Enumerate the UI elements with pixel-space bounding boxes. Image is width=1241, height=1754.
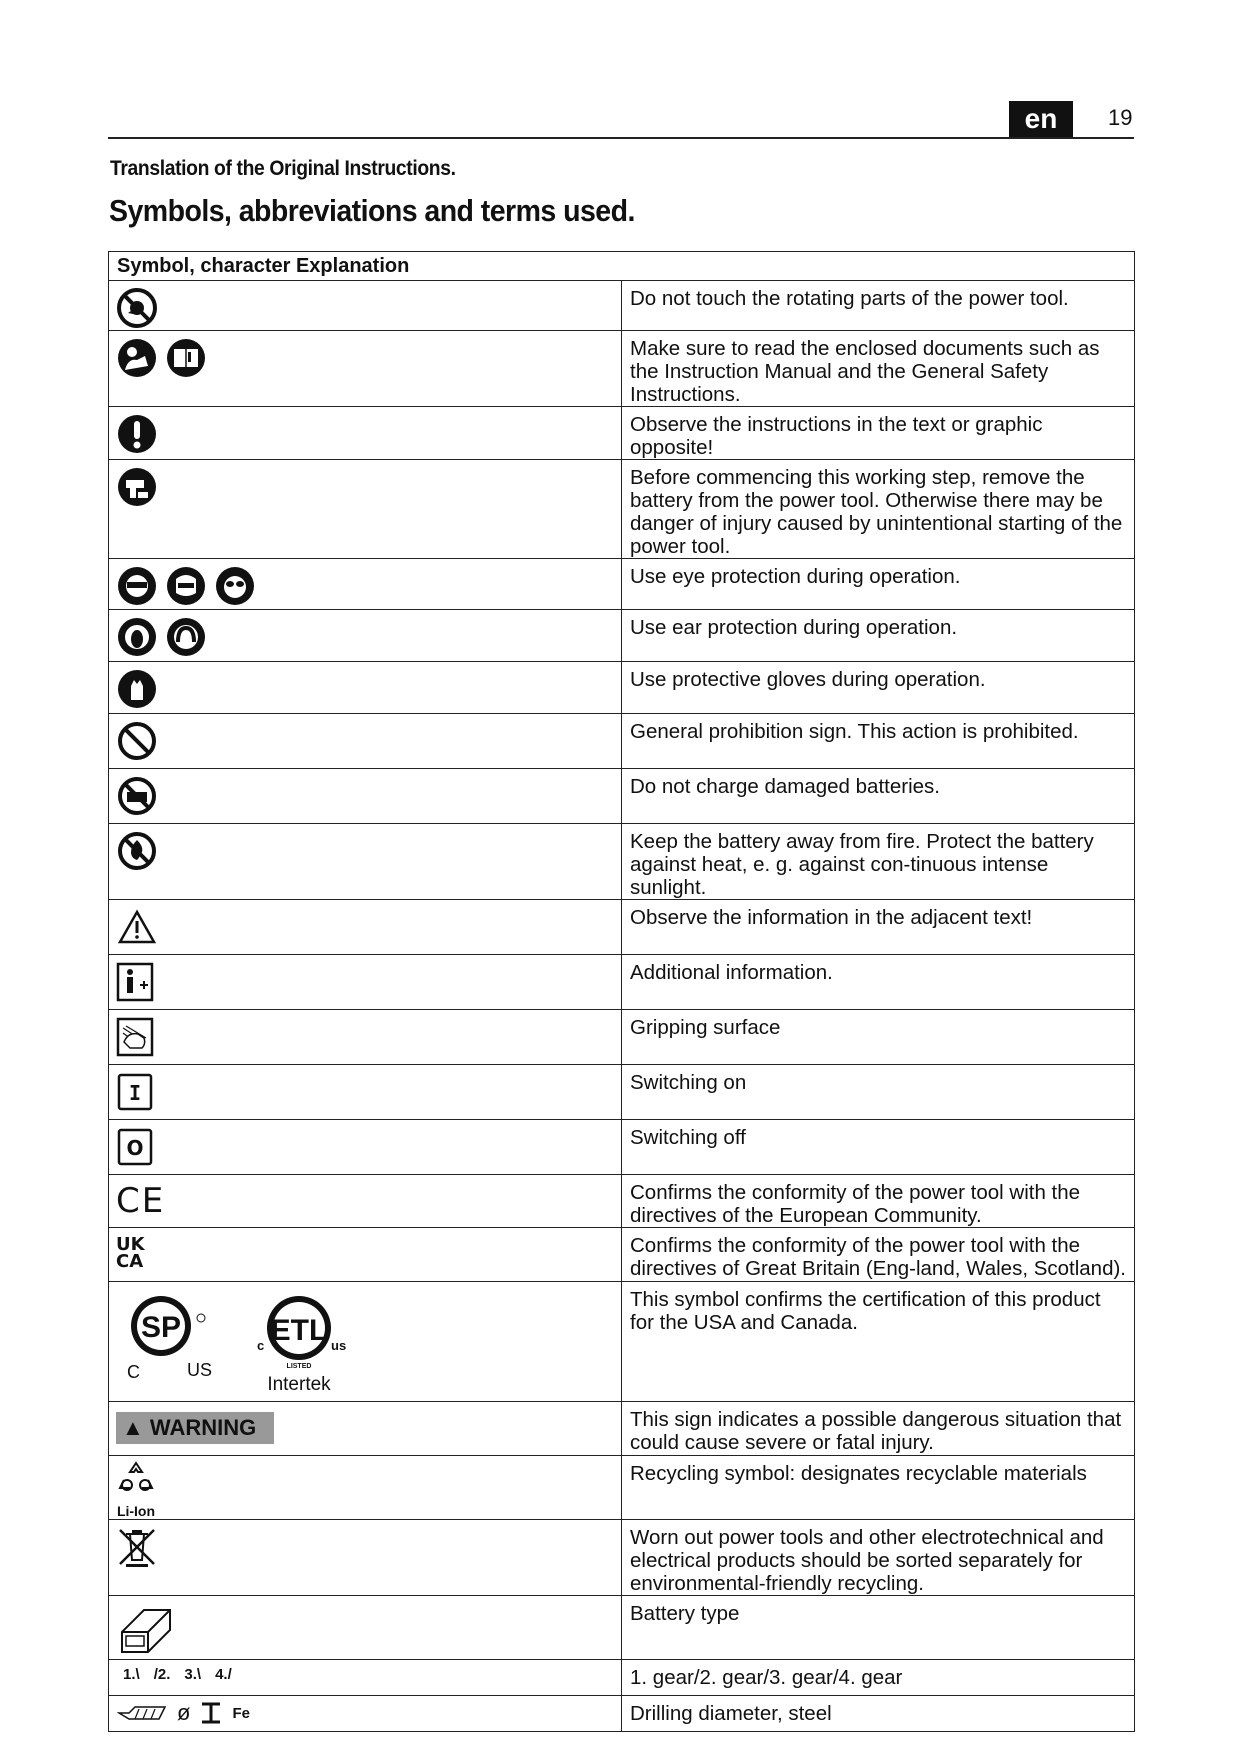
symbol-cell bbox=[109, 769, 622, 824]
info-icon bbox=[116, 961, 154, 1003]
explanation-cell: Battery type bbox=[622, 1596, 1135, 1660]
certification-marks bbox=[109, 1282, 621, 1395]
table-row bbox=[109, 559, 1135, 610]
language-badge: en bbox=[1009, 101, 1073, 137]
symbol-cell bbox=[109, 1402, 622, 1456]
steel-label: Fe bbox=[232, 1704, 250, 1722]
no-charge-damaged-battery-icon bbox=[116, 775, 158, 817]
table-row bbox=[109, 1456, 1135, 1520]
explanation-cell: Additional information. bbox=[622, 955, 1135, 1010]
table-row bbox=[109, 1065, 1135, 1120]
intertek-label: Intertek bbox=[267, 1374, 331, 1395]
table-row bbox=[109, 331, 1135, 407]
symbol-cell bbox=[109, 1660, 622, 1696]
svg-text:SP: SP bbox=[140, 1311, 182, 1344]
diameter-symbol: ø bbox=[177, 1700, 191, 1725]
steel-beam-icon bbox=[198, 1700, 224, 1726]
gripping-surface-icon bbox=[116, 1016, 154, 1058]
explanation-cell: Before commencing this working step, remove the battery from the power tool. Otherwise there may be danger of injury caused by unintentional starting of the power tool. bbox=[622, 460, 1135, 559]
drilling-steel-symbols bbox=[109, 1696, 621, 1726]
prohibition-icon bbox=[116, 720, 158, 762]
explanation-cell: Do not touch the rotating parts of the power tool. bbox=[622, 281, 1135, 331]
symbol-cell bbox=[109, 407, 622, 460]
gear-symbols bbox=[109, 1660, 621, 1683]
table-row bbox=[109, 1402, 1135, 1456]
explanation-cell: Confirms the conformity of the power tool with the directives of Great Britain (Eng-land, Wales, Scotland). bbox=[622, 1228, 1135, 1282]
explanation-cell: Do not charge damaged batteries. bbox=[622, 769, 1135, 824]
read-documents-icon bbox=[116, 337, 158, 379]
table-row bbox=[109, 407, 1135, 460]
symbol-cell bbox=[109, 1065, 622, 1120]
explanation-cell: Use protective gloves during operation. bbox=[622, 662, 1135, 714]
table-row bbox=[109, 1596, 1135, 1660]
symbol-cell bbox=[109, 955, 622, 1010]
table-row bbox=[109, 610, 1135, 662]
symbol-cell bbox=[109, 1456, 622, 1520]
table-header-row bbox=[109, 252, 1135, 281]
warning-label bbox=[116, 1412, 274, 1444]
symbols-table bbox=[108, 251, 1135, 1732]
explanation-cell: This sign indicates a possible dangerous situation that could cause severe or fatal injury. bbox=[622, 1402, 1135, 1456]
csa-c-label: C bbox=[127, 1362, 140, 1382]
table-row bbox=[109, 1010, 1135, 1065]
table-row bbox=[109, 1120, 1135, 1175]
table-row bbox=[109, 1175, 1135, 1228]
explanation-cell: Switching on bbox=[622, 1065, 1135, 1120]
explanation-cell: Gripping surface bbox=[622, 1010, 1135, 1065]
switch-off-label: O bbox=[126, 1136, 144, 1160]
explanation-cell: This symbol confirms the certification of this product for the USA and Canada. bbox=[622, 1282, 1135, 1402]
symbol-cell bbox=[109, 1596, 622, 1660]
explanation-cell: Drilling diameter, steel bbox=[622, 1696, 1135, 1732]
table-row bbox=[109, 1520, 1135, 1596]
table-row bbox=[109, 1228, 1135, 1282]
no-fire-icon bbox=[116, 830, 158, 872]
explanation-cell: General prohibition sign. This action is prohibited. bbox=[622, 714, 1135, 769]
explanation-cell: Observe the information in the adjacent text! bbox=[622, 900, 1135, 955]
table-row bbox=[109, 281, 1135, 331]
battery-pack-icon bbox=[116, 1602, 176, 1658]
gear-4: 4./ bbox=[215, 1666, 232, 1683]
symbol-cell bbox=[109, 714, 622, 769]
symbol-cell bbox=[109, 1010, 622, 1065]
symbol-cell bbox=[109, 1120, 622, 1175]
symbol-cell bbox=[109, 662, 622, 714]
explanation-cell: Switching off bbox=[622, 1120, 1135, 1175]
etl-listed-label: LISTED bbox=[286, 1363, 312, 1370]
gear-2: /2. bbox=[153, 1666, 171, 1683]
etl-intertek-logo bbox=[241, 1286, 359, 1398]
explanation-cell: Worn out power tools and other electrotechnical and electrical products should be sorted separately for environmental-friendly recycling. bbox=[622, 1520, 1135, 1596]
symbol-cell bbox=[109, 1696, 622, 1732]
ear-protection-icon bbox=[116, 616, 158, 658]
explanation-cell: 1. gear/2. gear/3. gear/4. gear bbox=[622, 1660, 1135, 1696]
symbol-cell bbox=[109, 281, 622, 331]
explanation-cell: Use eye protection during operation. bbox=[622, 559, 1135, 610]
exclamation-icon bbox=[116, 413, 158, 455]
instruction-manual-icon bbox=[165, 337, 207, 379]
explanation-cell: Make sure to read the enclosed documents such as the Instruction Manual and the General Safety Instructions. bbox=[622, 331, 1135, 407]
symbol-cell bbox=[109, 460, 622, 559]
table-row bbox=[109, 769, 1135, 824]
etl-us-label: us bbox=[331, 1338, 347, 1353]
explanation-cell: Use ear protection during operation. bbox=[622, 610, 1135, 662]
symbol-cell bbox=[109, 1228, 622, 1282]
table-row bbox=[109, 824, 1135, 900]
symbol-cell bbox=[109, 559, 622, 610]
symbol-cell bbox=[109, 1520, 622, 1596]
recycling-icon bbox=[116, 1460, 156, 1498]
ukca-mark bbox=[116, 1236, 145, 1270]
warning-triangle-icon: ▲ bbox=[122, 1415, 144, 1440]
symbol-cell bbox=[109, 900, 622, 955]
ukca-top: UK bbox=[116, 1234, 145, 1255]
gear-1: 1.\ bbox=[123, 1666, 140, 1683]
switch-off-icon bbox=[116, 1126, 154, 1168]
table-row bbox=[109, 955, 1135, 1010]
table-row bbox=[109, 460, 1135, 559]
explanation-cell: Keep the battery away from fire. Protect the battery against heat, e. g. against con-tinuous intense sunlight. bbox=[622, 824, 1135, 900]
table-row bbox=[109, 1696, 1135, 1732]
recycling-mark bbox=[116, 1460, 156, 1519]
table-row bbox=[109, 1282, 1135, 1402]
switch-on-label: I bbox=[128, 1081, 142, 1105]
warning-triangle-icon bbox=[116, 906, 158, 948]
eye-protection-icon bbox=[116, 565, 158, 607]
ce-mark: CE bbox=[116, 1181, 166, 1221]
gear-3: 3.\ bbox=[184, 1666, 202, 1683]
symbol-cell bbox=[109, 824, 622, 900]
page-title: Symbols, abbreviations and terms used. bbox=[109, 193, 635, 228]
explanation-cell: Confirms the conformity of the power tool with the directives of the European Community. bbox=[622, 1175, 1135, 1228]
etl-c-label: c bbox=[257, 1338, 265, 1353]
document-subtitle: Translation of the Original Instructions. bbox=[110, 157, 456, 180]
drill-bit-icon bbox=[117, 1701, 169, 1725]
table-column-header: Symbol, character Explanation bbox=[109, 252, 1135, 281]
explanation-cell: Recycling symbol: designates recyclable materials bbox=[622, 1456, 1135, 1520]
explanation-cell: Observe the instructions in the text or graphic opposite! bbox=[622, 407, 1135, 460]
symbol-cell bbox=[109, 331, 622, 407]
gloves-icon bbox=[116, 668, 158, 710]
symbol-cell bbox=[109, 1175, 622, 1228]
ukca-bottom: CA bbox=[116, 1251, 144, 1272]
warning-text: WARNING bbox=[149, 1415, 257, 1440]
table-row bbox=[109, 714, 1135, 769]
symbol-cell bbox=[109, 610, 622, 662]
switch-on-icon bbox=[116, 1071, 154, 1113]
face-shield-icon bbox=[165, 565, 207, 607]
header-rule bbox=[108, 137, 1134, 139]
csa-us-label: US bbox=[187, 1360, 213, 1380]
csa-logo bbox=[121, 1290, 221, 1382]
symbol-cell bbox=[109, 1282, 622, 1402]
ear-muffs-icon bbox=[165, 616, 207, 658]
weee-crossed-bin-icon bbox=[116, 1526, 158, 1568]
no-touch-rotating-icon bbox=[116, 287, 158, 329]
table-row bbox=[109, 1660, 1135, 1696]
remove-battery-icon bbox=[116, 466, 158, 508]
svg-text:ETL: ETL bbox=[270, 1314, 328, 1347]
li-ion-label: Li-Ion bbox=[116, 1503, 156, 1519]
table-row bbox=[109, 662, 1135, 714]
table-row bbox=[109, 900, 1135, 955]
goggles-icon bbox=[214, 565, 256, 607]
page-number: 19 bbox=[1108, 105, 1133, 130]
